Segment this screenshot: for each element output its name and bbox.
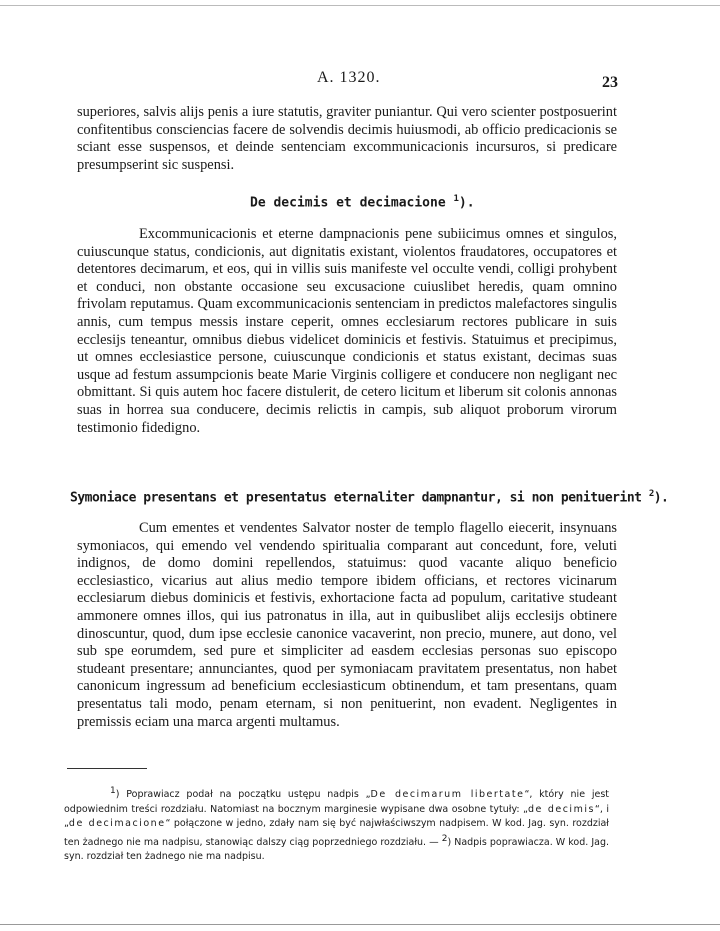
footnote-block: [64, 784, 609, 865]
section-title-text: De decimis et decimacione: [250, 195, 446, 211]
footnote-text: “, i „: [64, 803, 609, 830]
title-end: ).: [458, 195, 475, 211]
title-end: ).: [653, 490, 669, 506]
footnote-ref-2: 2: [648, 489, 654, 499]
paragraph-decimis: Excommunicacionis et eterne dampnacionis pene subiicimus omnes et singulos, cuiuscunque status, condicionis, aut dignitatis existant, violentos fraudatores, occupatores et detentores decimarum, et eos, qui in villis suis manifeste vel occulte vendi, colligi prohybent et conduci, non obstante occasione seu excusacione cuiuslibet heredis, quam omnino frivolam reputamus. Quam excommunicacionis sentenciam in predictos malefactores singulis annis, cum tempus messis instare ceperit, omnes ecclesiarum rectores publicare in suis ecclesijs teneantur, omnibus diebus videlicet dominicis et festivis. Statuimus et precipimus, ut omnes ecclesiastice persone, cuiuscunque condicionis et status existant, decimas suas usque ad festum assumpcionis beate Marie Virginis colligere et conducere non negligant nec obmittant. Si quis autem hoc facere distulerit, de cetero licitum et liberum sit colonis annonas suas in horrea sua conducere, decimis relictis in campis, sub aliquot proborum virorum testimonio fidedigno.: [77, 226, 617, 436]
section-title-decimis: [250, 194, 475, 210]
footnote-quote-3: de decimacione: [68, 818, 166, 830]
section-title-text: Symoniace presentans et presentatus eternaliter dampnantur, si non penituerint: [70, 490, 642, 506]
footnote-quote-1: De decimarum libertate: [370, 789, 525, 801]
footnote-text: ) Nadpis poprawiacza. W kod. Jag. syn. rozdział ten żadnego nie ma nadpisu.: [64, 836, 610, 863]
running-header-year: A. 1320.: [317, 69, 381, 86]
footnote-quote-2: de decimis: [527, 803, 595, 815]
footnote-rule: [67, 768, 147, 769]
footnote-mark-1: 1: [110, 786, 116, 796]
footnote-text: ) Poprawiacz podał na początku ustępu nadpis „: [115, 789, 371, 801]
top-edge-line: [0, 5, 720, 6]
section-title-symoniace: [70, 489, 668, 505]
footnote-mark-2: 2: [441, 833, 448, 844]
paragraph-symoniace: Cum ementes et vendentes Salvator noster de templo flagello eiecerit, insynuans symoniacos, qui emendo vel vendendo spiritualia comparant aut concedunt, fore, veluti indignos, de domo domini repellendos, statuimus: quod vacante aliquo beneficio ecclesiastico, vicarius aut alius medio tempore ibidem officians, et rectores vicinarum ecclesiarum diebus dominicis et festivis, exhortacione facta ad populum, caritative studeant ammonere omnes illos, qui ius patronatus in illa, aut in quibuslibet alijs ecclesijs obtinere dinoscuntur, quod, dum ipse ecclesie canonice vacaverint, non precio, munere, aut dono, vel sub spe eorumdem, sed pure et simpliciter ad easdem ecclesias personas suo episcopo studeant presentare; annunciantes, quod per symoniacam pravitatem presentatus, non habet canonicum ingressum ad beneficium ecclesiasticum obtinendum, et tam presentans, quam presentatus tali modo, penam eternam, si non penituerint, non evadent. Negligentes in premissis eciam una marca argenti multamus.: [77, 520, 617, 730]
footnote-text: “, który nie jest odpowiednim treści rozdziału. Natomiast na bocznym marginesie wypisane dwa osobne tytuły: „: [64, 789, 610, 815]
page-number: 23: [602, 74, 618, 91]
bottom-edge-line: [0, 924, 720, 925]
paragraph-continuation: superiores, salvis alijs penis a iure statutis, graviter puniantur. Qui vero scienter postposuerint confitentibus consciencias facere de solvendis decimis huiusmodi, ab officio predicacionis se sciant esse suspensos, et deinde sentenciam excommunicacionis incursuros, si predicare presumpserint sic suspensi.: [77, 104, 617, 173]
footnote-ref-1: 1: [453, 194, 459, 204]
footnote-text: “ połączone w jedno, zdały nam się być najwłaściwszym nadpisem. W kod. Jag. syn. rozdział ten żadnego nie ma nadpisu, stanowiąc dalszy ciąg poprzedniego rozdziału. —: [64, 818, 610, 848]
